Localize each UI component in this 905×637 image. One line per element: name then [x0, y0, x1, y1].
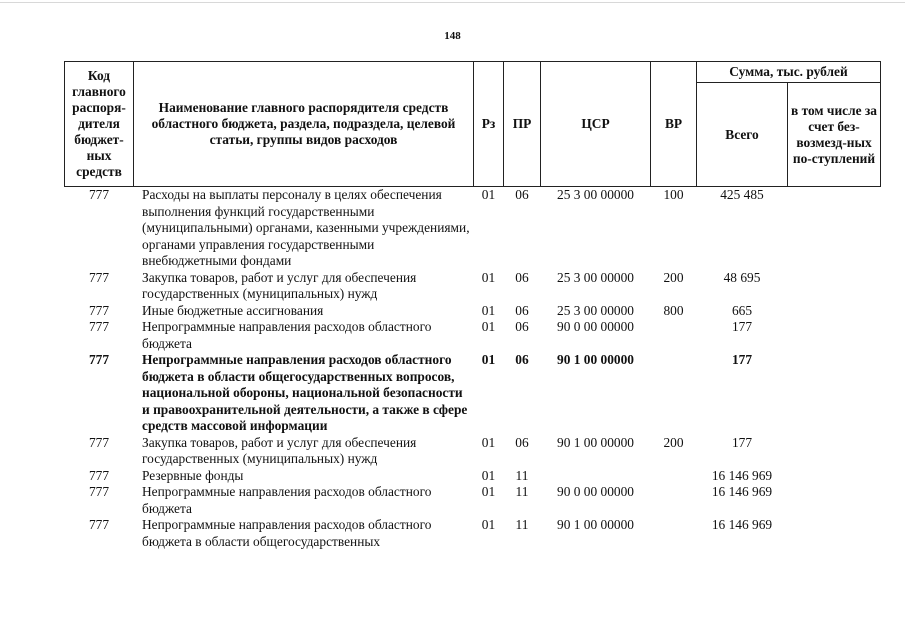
cell-csr: 25 3 00 00000	[557, 187, 634, 202]
cell-rz: 01	[481, 302, 496, 318]
cell-vr: 200	[663, 269, 684, 285]
cell-grants	[788, 435, 881, 468]
cell-total: 16 146 969	[711, 484, 773, 499]
table-body	[65, 187, 881, 551]
cell-total: 665	[731, 302, 753, 318]
cell-rz: 01	[481, 467, 496, 483]
cell-grants	[788, 517, 881, 550]
cell-vr	[651, 352, 697, 435]
cell-total: 48 695	[723, 269, 761, 285]
cell-grants	[788, 468, 881, 485]
cell-name: Непрограммные направления расходов областного бюджета	[142, 484, 432, 516]
cell-csr: 90 0 00 00000	[557, 319, 634, 334]
cell-vr: 100	[663, 187, 684, 202]
header-code: Код главного распоря-дителя бюджет-ных средств	[65, 62, 134, 187]
cell-total: 177	[731, 352, 753, 367]
cell-rz: 01	[481, 484, 496, 499]
cell-code: 777	[88, 467, 110, 483]
cell-name: Иные бюджетные ассигнования	[142, 302, 324, 318]
cell-code: 777	[88, 517, 110, 532]
page-number: 148	[444, 30, 461, 42]
cell-name: Закупка товаров, работ и услуг для обеспечения государственных (муниципальных) нужд	[142, 269, 417, 301]
table-row	[65, 303, 881, 320]
cell-pr: 06	[515, 352, 529, 367]
cell-name: Непрограммные направления расходов областного бюджета в области общегосударственных	[142, 517, 432, 549]
scan-edge-line	[0, 2, 905, 3]
cell-total: 16 146 969	[711, 517, 773, 532]
cell-rz: 01	[481, 517, 496, 532]
cell-csr: 90 1 00 00000	[557, 517, 634, 532]
cell-name: Непрограммные направления расходов областного бюджета	[142, 319, 432, 351]
cell-grants	[788, 303, 881, 320]
cell-grants	[788, 319, 881, 352]
cell-vr: 800	[663, 302, 684, 318]
header-sum-group: Сумма, тыс. рублей	[697, 62, 881, 83]
cell-total: 177	[731, 319, 753, 334]
table-row	[65, 187, 881, 270]
cell-csr	[541, 468, 651, 485]
cell-rz: 01	[481, 319, 496, 334]
cell-pr: 06	[515, 187, 529, 202]
cell-pr: 06	[515, 269, 529, 285]
cell-rz: 01	[481, 269, 496, 285]
cell-name: Закупка товаров, работ и услуг для обеспечения государственных (муниципальных) нужд	[142, 434, 417, 466]
cell-pr: 11	[515, 484, 529, 499]
header-total: Всего	[697, 83, 788, 187]
header-pr: ПР	[504, 62, 541, 187]
cell-name: Расходы на выплаты персоналу в целях обеспечения выполнения функций государственными (муниципальными) органами, казенными учреждениями, органами управления государственными внебюджетными фондами	[142, 187, 470, 268]
cell-code: 777	[88, 352, 110, 367]
cell-grants	[788, 187, 881, 270]
cell-pr: 06	[515, 434, 529, 450]
cell-pr: 11	[515, 517, 529, 532]
cell-csr: 25 3 00 00000	[557, 269, 634, 285]
header-incl-grants: в том числе за счет без-возмезд-ных по-ступлений	[788, 83, 881, 187]
cell-name: Непрограммные направления расходов областного бюджета в области общегосударственных вопросов, национальной обороны, национальной безопасности и правоохранительной деятельности, а также в сфере средств массовой информации	[142, 352, 468, 433]
cell-code: 777	[88, 434, 110, 450]
cell-code: 777	[88, 319, 110, 334]
cell-csr: 25 3 00 00000	[557, 302, 634, 318]
cell-total: 177	[731, 434, 753, 450]
cell-pr: 11	[515, 467, 529, 483]
cell-csr: 90 1 00 00000	[557, 434, 634, 450]
cell-rz: 01	[481, 434, 496, 450]
table-row	[65, 270, 881, 303]
header-rz: Рз	[474, 62, 504, 187]
cell-code: 777	[88, 302, 110, 318]
budget-table	[64, 61, 881, 550]
cell-total: 425 485	[720, 187, 764, 202]
cell-pr: 06	[515, 319, 529, 334]
cell-code: 777	[88, 187, 110, 202]
cell-vr	[651, 468, 697, 485]
cell-vr	[651, 484, 697, 517]
table-row	[65, 517, 881, 550]
cell-grants	[788, 270, 881, 303]
cell-rz: 01	[481, 352, 496, 367]
cell-grants	[788, 352, 881, 435]
cell-pr: 06	[515, 302, 529, 318]
cell-csr: 90 0 00 00000	[557, 484, 634, 499]
table-row	[65, 352, 881, 435]
table-row	[65, 435, 881, 468]
cell-grants	[788, 484, 881, 517]
cell-vr	[651, 517, 697, 550]
table-row	[65, 484, 881, 517]
cell-code: 777	[88, 484, 110, 499]
cell-total: 16 146 969	[711, 467, 773, 483]
cell-rz: 01	[481, 187, 496, 202]
header-csr: ЦСР	[541, 62, 651, 187]
table-row	[65, 319, 881, 352]
cell-vr: 200	[663, 434, 684, 450]
cell-code: 777	[88, 269, 110, 285]
header-name: Наименование главного распорядителя средств областного бюджета, раздела, подраздела, целевой статьи, группы видов расходов	[134, 62, 474, 187]
cell-name: Резервные фонды	[142, 467, 244, 483]
table-row	[65, 468, 881, 485]
header-vr: ВР	[651, 62, 697, 187]
cell-csr: 90 1 00 00000	[557, 352, 634, 367]
cell-vr	[651, 319, 697, 352]
